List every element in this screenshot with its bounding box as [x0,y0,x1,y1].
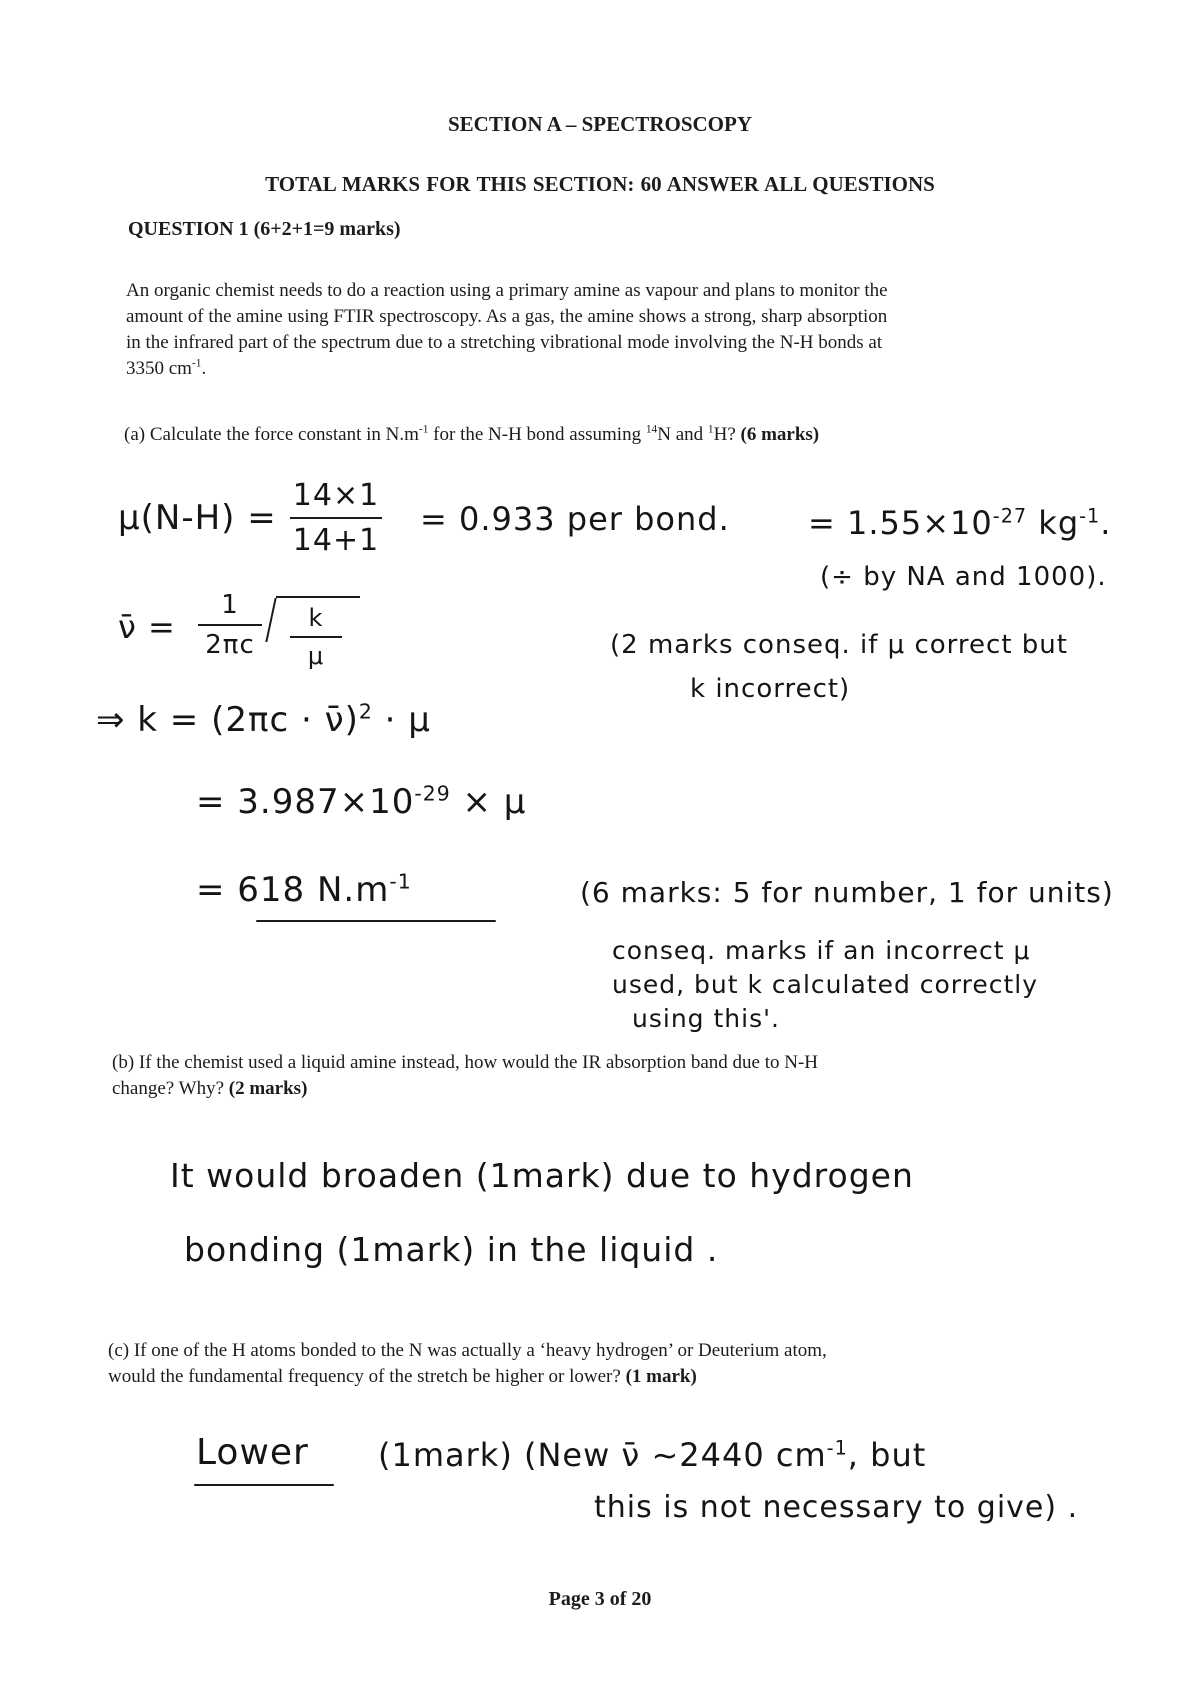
answer-b-line-2: bonding (1mark) in the liquid . [184,1230,719,1269]
sqrt-bar [276,596,360,598]
answer-mu-label: μ(N-H) = [118,498,277,538]
section-title: SECTION A – SPECTROSCOPY [448,112,752,136]
answer-nu-fraction [198,590,262,660]
answer-conseq-note-1: (2 marks conseq. if μ correct but [610,630,1068,660]
answer-per-bond: = 0.933 per bond. [420,500,730,538]
lower-underline [194,1484,334,1486]
answer-marks-note-4: using this'. [632,1004,780,1033]
fraction-bar [290,517,382,519]
fraction-bar [198,624,262,626]
answer-marks-note-2: conseq. marks if an incorrect μ [612,936,1031,965]
fraction-denominator: 2πc [205,630,255,660]
answer-k-numeric: = $3.987\times 10^{-29} \times \mu$ [196,781,527,822]
intro-line: amount of the amine using FTIR spectroscopy. As a gas, the amine shows a strong, sharp absorption [126,306,888,327]
fraction-numerator: 14×1 [292,478,380,513]
part-b-question: (b) If the chemist used a liquid amine instead, how would the IR absorption band due to N-H change? Why? (2 marks) [112,1052,819,1099]
fraction-numerator: k [308,604,324,632]
intro-line: 3350 $cm^{-1}$. [126,357,207,379]
answer-nu-bar-label: ν̄ = [118,608,176,646]
answer-mu-fraction [290,478,382,558]
answer-b-line-1: It would broaden (1mark) due to hydrogen [170,1156,914,1195]
answer-k-result: = 618 $N.m^{-1}$ [196,869,412,910]
part-a-question: (a) Calculate the force constant in $N.m^{-1}$ for the N-H bond assuming $^{14}$N and $^1$H? (6 marks) [124,423,820,445]
answer-k-formula: ⇒ k = (2πc · ν̄)$^2$ · μ [96,699,431,740]
page-number: Page 3 of 20 [548,1588,652,1610]
result-underline [256,920,496,922]
answer-marks-note-1: (6 marks: 5 for number, 1 for units) [580,876,1114,909]
intro-line: An organic chemist needs to do a reaction using a primary amine as vapour and plans to monitor the [126,280,888,301]
answer-c-rest-1: (1mark) (New ν̄ ~2440 $cm^{-1}$, but [378,1436,927,1474]
intro-line: in the infrared part of the spectrum due to a stretching vibrational mode involving the N-H bonds at [126,332,883,353]
fraction-numerator: 1 [221,590,239,620]
answer-sqrt-fraction [290,604,342,670]
sqrt-sign [265,598,290,642]
answer-conseq-note-2: k incorrect) [690,674,851,704]
fraction-denominator: 14+1 [292,523,380,558]
answer-c-rest-2: this is not necessary to give) . [594,1490,1079,1525]
part-c-question: (c) If one of the H atoms bonded to the N was actually a ‘heavy hydrogen’ or Deuterium atom, would the fundamental frequency of the stretch be higher or lower? (1 mark) [108,1340,827,1387]
section-total-marks: TOTAL MARKS FOR THIS SECTION: 60 ANSWER ALL QUESTIONS [265,172,935,196]
question-intro [126,278,1106,382]
answer-c-lower: Lower [196,1432,309,1473]
fraction-denominator: μ [307,642,325,670]
answer-si-note: (÷ by NA and 1000). [820,562,1107,592]
answer-si-value: = $1.55\times 10^{-27}$ $kg^{-1}$. [808,504,1112,542]
fraction-bar [290,636,342,638]
question-heading: QUESTION 1 (6+2+1=9 marks) [128,218,401,240]
answer-marks-note-3: used, but k calculated correctly [612,970,1039,999]
